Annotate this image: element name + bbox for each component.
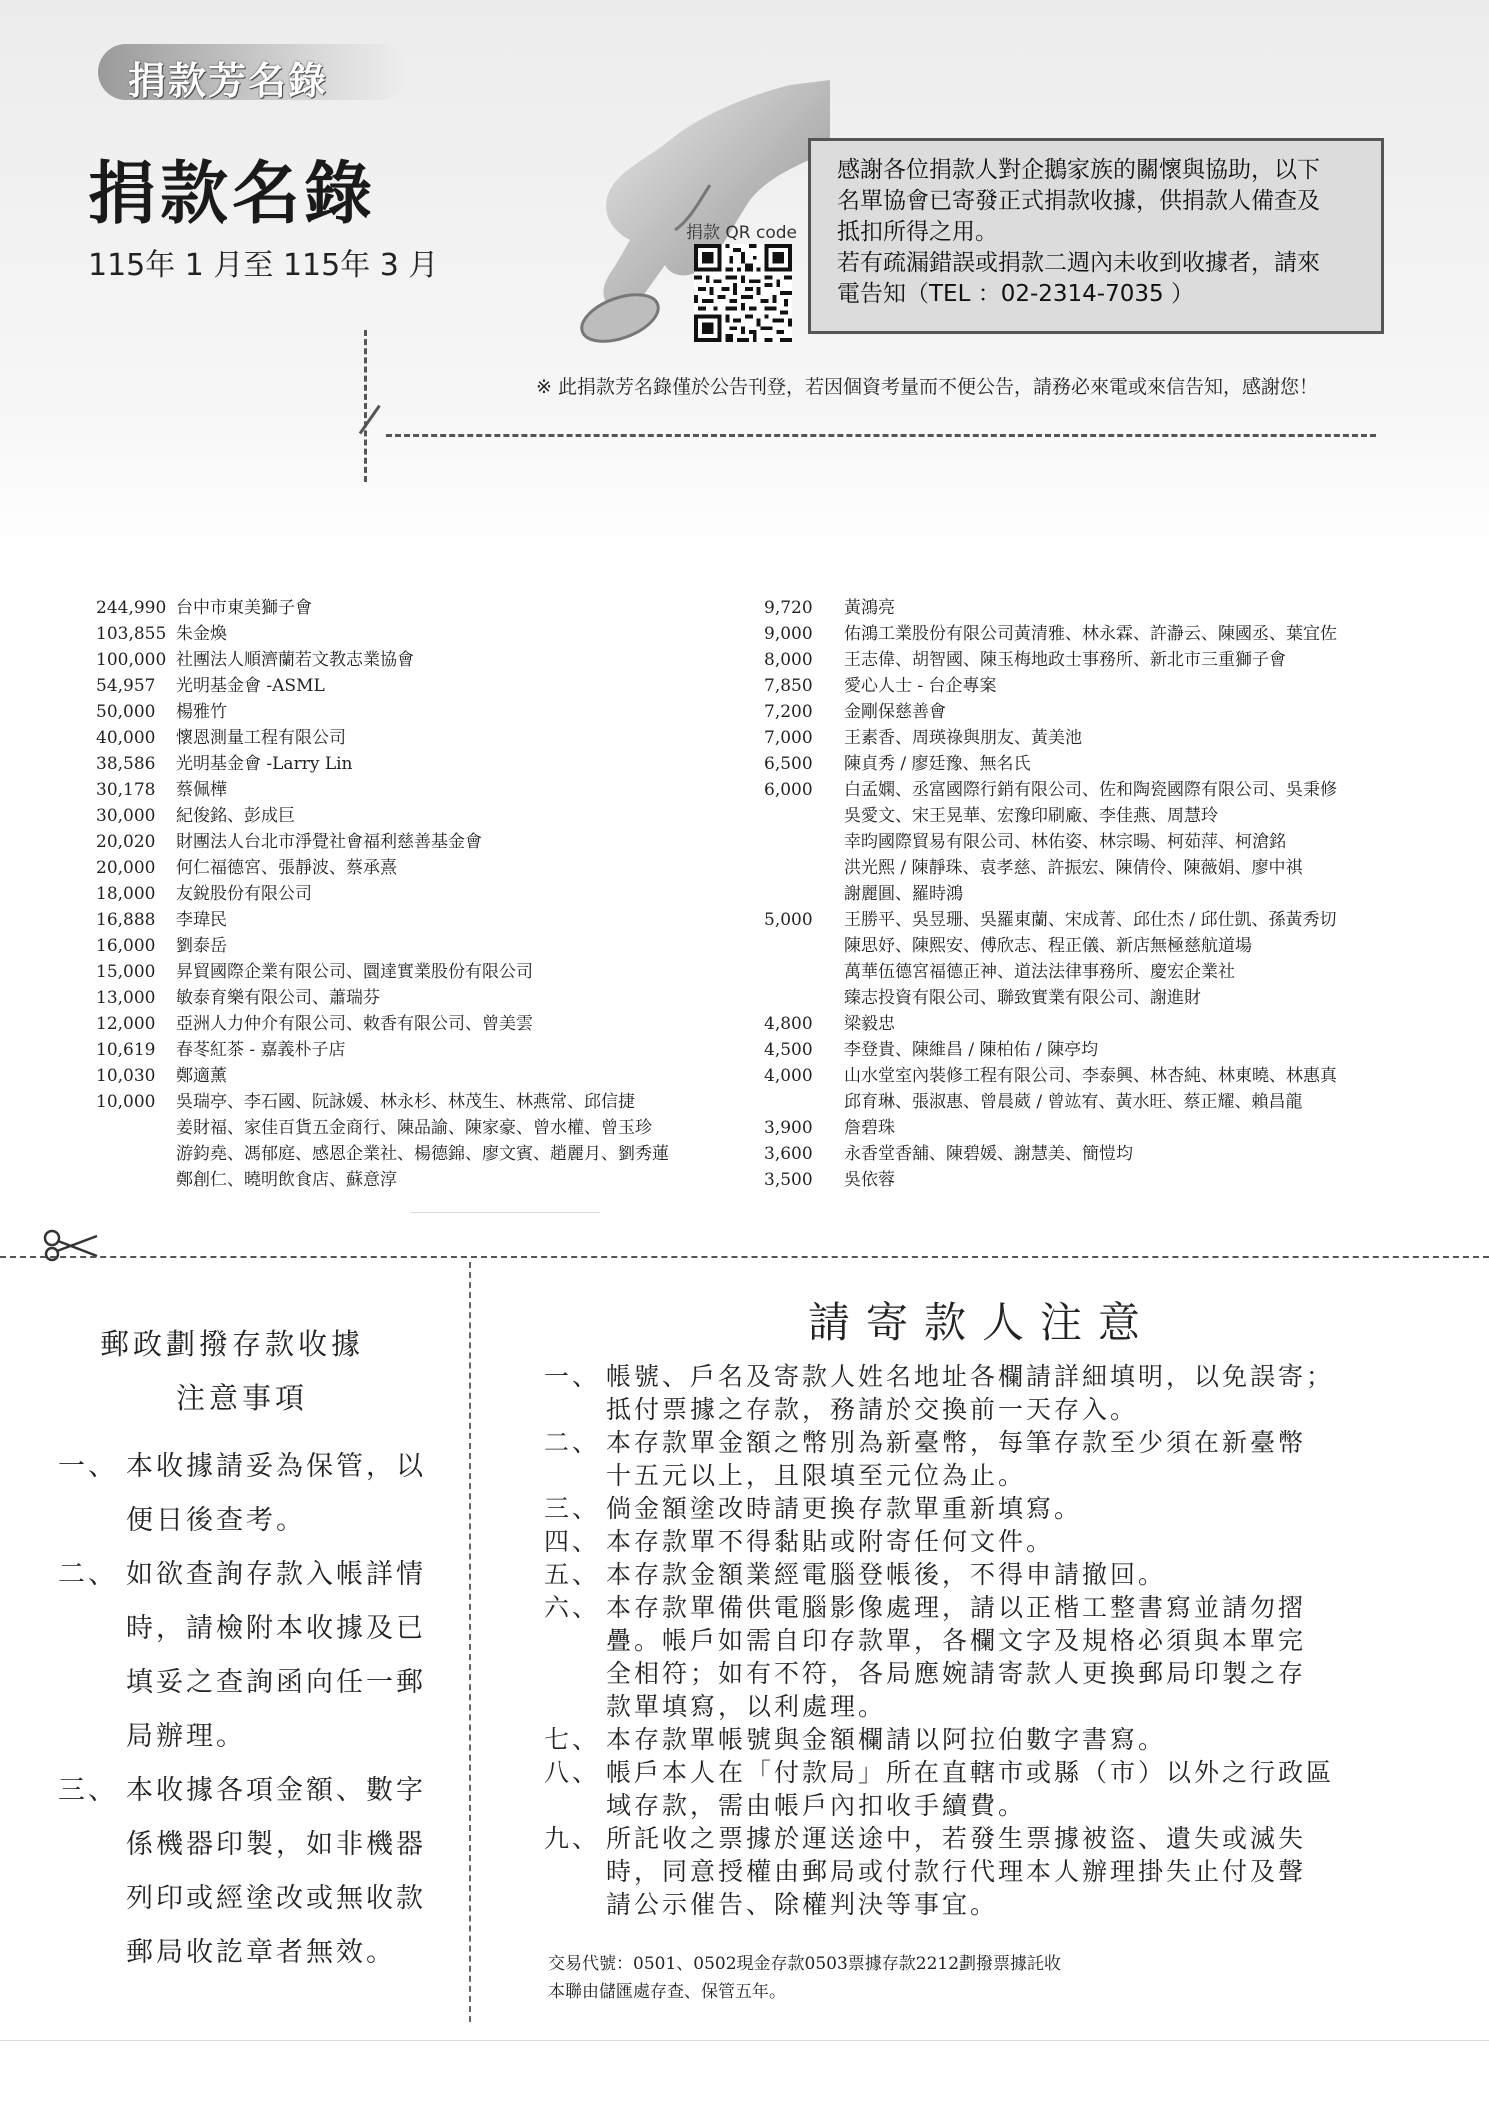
donation-row: [96, 1115, 736, 1141]
notice-item-line: [544, 1855, 1424, 1888]
donation-row: [764, 803, 1404, 829]
donor-names: 李瑋民: [176, 910, 227, 930]
donation-row: [96, 1089, 736, 1115]
donor-names: 紀俊銘、彭成巨: [176, 806, 295, 826]
notice-item-number: [58, 1494, 126, 1548]
donation-amount: [764, 985, 844, 1011]
donation-row: [96, 1167, 736, 1193]
notice-item-text: 本收據請妥為保管，以: [126, 1451, 426, 1482]
notice-item-text: 如欲查詢存款入帳詳情: [126, 1559, 426, 1590]
donation-row: [764, 1089, 1404, 1115]
donation-amount: 7,850: [764, 676, 813, 696]
donation-amount: 16,000: [96, 936, 156, 956]
cut-line: [0, 1256, 1489, 1258]
donation-row: [764, 699, 1404, 725]
donation-amount: 13,000: [96, 988, 156, 1008]
donor-names: 王素香、周瑛祿與朋友、黃美池: [844, 728, 1082, 748]
remitter-notice-list: [544, 1360, 1424, 1921]
donation-amount: [764, 881, 844, 907]
notice-item-text: 本存款單金額之幣別為新臺幣，每筆存款至少須在新臺幣: [606, 1428, 1307, 1457]
donation-amount: 20,000: [96, 858, 156, 878]
notice-item-line: [544, 1756, 1424, 1789]
donor-names: 光明基金會 -Larry Lin: [176, 754, 353, 774]
donor-names: 亞洲人力仲介有限公司、敕香有限公司、曾美雲: [176, 1014, 533, 1034]
donation-amount: [96, 1141, 176, 1167]
donation-amount: 6,500: [764, 754, 813, 774]
donor-names: 台中市東美獅子會: [176, 598, 312, 618]
donor-names: 陳思妤、陳熙安、傅欣志、程正儀、新店無極慈航道場: [844, 936, 1252, 956]
donation-amount: 4,500: [764, 1040, 813, 1060]
donor-names: 臻志投資有限公司、聯致實業有限公司、謝進財: [844, 988, 1201, 1008]
notice-item-number: 八、: [544, 1758, 601, 1787]
donor-names: 春苳紅茶 - 嘉義朴子店: [176, 1040, 346, 1060]
notice-item-number: [544, 1690, 606, 1723]
donor-names: 楊雅竹: [176, 702, 227, 722]
donation-amount: [96, 1115, 176, 1141]
notice-item-line: [544, 1657, 1424, 1690]
donation-amount: 20,020: [96, 832, 156, 852]
notice-item-number: 四、: [544, 1527, 601, 1556]
notice-item-text: 係機器印製，如非機器: [126, 1829, 426, 1860]
notice-item-text: 帳號、戶名及寄款人姓名地址各欄請詳細填明，以免誤寄；: [606, 1362, 1335, 1391]
notice-item-text: 本存款單備供電腦影像處理，請以正楷工整書寫並請勿摺: [606, 1593, 1307, 1622]
donation-row: [96, 803, 736, 829]
notice-item-text: 帳戶本人在「付款局」所在直轄市或縣（市）以外之行政區: [606, 1758, 1335, 1787]
donation-amount: 9,720: [764, 598, 813, 618]
notice-item-number: 三、: [544, 1494, 601, 1523]
notice-item-text: 局辦理。: [126, 1721, 246, 1752]
donation-row: [764, 673, 1404, 699]
divider: [0, 2040, 1489, 2041]
header-banner: [98, 44, 408, 103]
notice-item-line: [544, 1723, 1424, 1756]
donation-row: [96, 855, 736, 881]
donation-row: [96, 621, 736, 647]
donor-names: 昇貿國際企業有限公司、圜達實業股份有限公司: [176, 962, 533, 982]
donation-amount: 5,000: [764, 910, 813, 930]
qr-code-image[interactable]: [694, 244, 792, 342]
donation-amount: 3,600: [764, 1144, 813, 1164]
donor-names: 佑鴻工業股份有限公司黃清雅、林永霖、許瀞云、陳國丞、葉宜佐: [844, 624, 1337, 644]
donation-amount: 40,000: [96, 728, 156, 748]
donor-list-left: [96, 595, 736, 1193]
donation-amount: 6,000: [764, 780, 813, 800]
donation-amount: [96, 1167, 176, 1193]
donation-row: [764, 933, 1404, 959]
donation-notice-box: [808, 138, 1384, 334]
notice-item-line: [544, 1525, 1424, 1558]
donor-names: 鄭適薰: [176, 1066, 227, 1086]
donor-names: 懷恩測量工程有限公司: [176, 728, 346, 748]
donation-amount: 10,030: [96, 1066, 156, 1086]
donation-amount: [764, 855, 844, 881]
notice-item-text: 域存款，需由帳戶內扣收手續費。: [606, 1791, 1027, 1820]
notice-item-line: [58, 1494, 448, 1548]
notice-item-text: 所託收之票據於運送途中，若發生票據被盜、遺失或滅失: [606, 1824, 1307, 1853]
donor-names: 萬華伍德宮福德正神、道法法律事務所、慶宏企業社: [844, 962, 1235, 982]
donor-names: 詹碧珠: [844, 1118, 895, 1138]
donor-names: 永香堂香舖、陳碧媛、謝慧美、簡愷均: [844, 1144, 1133, 1164]
donation-row: [96, 933, 736, 959]
donation-row: [764, 751, 1404, 777]
notice-item-text: 郵局收訖章者無效。: [126, 1937, 396, 1968]
donation-amount: 4,800: [764, 1014, 813, 1034]
notice-line: 感謝各位捐款人對企鵝家族的關懷與協助，以下: [837, 157, 1320, 183]
notice-item-number: 二、: [544, 1428, 601, 1457]
notice-item-number: 一、: [544, 1362, 601, 1391]
banner-title: 捐款芳名錄: [128, 59, 329, 103]
notice-item-line: [544, 1690, 1424, 1723]
donor-names: 山水堂室內裝修工程有限公司、李泰興、林杏純、林東曉、林惠真: [844, 1066, 1337, 1086]
donation-row: [96, 595, 736, 621]
notice-item-text: 時，請檢附本收據及已: [126, 1613, 426, 1644]
receipt-notice-title: 郵政劃撥存款收據: [100, 1327, 365, 1361]
donor-names: 愛心人士 - 台企專案: [844, 676, 997, 696]
donation-row: [764, 829, 1404, 855]
donor-names: 姜財福、家佳百貨五金商行、陳品諭、陳家豪、曾水權、曾玉珍: [176, 1118, 652, 1138]
notice-item-line: [544, 1558, 1424, 1591]
donation-row: [764, 1115, 1404, 1141]
notice-item-line: [58, 1548, 448, 1602]
notice-item-line: [58, 1818, 448, 1872]
notice-item-number: [58, 1872, 126, 1926]
notice-item-number: [544, 1789, 606, 1822]
donor-names: 劉泰岳: [176, 936, 227, 956]
notice-item-line: [58, 1872, 448, 1926]
donation-row: [764, 1011, 1404, 1037]
donor-names: 王志偉、胡智國、陳玉梅地政士事務所、新北市三重獅子會: [844, 650, 1286, 670]
donation-amount: 54,957: [96, 676, 156, 696]
donation-amount: [764, 829, 844, 855]
donation-row: [764, 959, 1404, 985]
donation-amount: 30,178: [96, 780, 156, 800]
notice-item-text: 本存款單帳號與金額欄請以阿拉伯數字書寫。: [606, 1725, 1167, 1754]
donation-row: [96, 907, 736, 933]
donation-amount: 10,000: [96, 1092, 156, 1112]
donation-amount: 100,000: [96, 650, 167, 670]
publication-note: ※ 此捐款芳名錄僅於公告刊登，若因個資考量而不便公告，請務必來電或來信告知，感謝您！: [536, 376, 1318, 398]
donation-amount: 10,619: [96, 1040, 156, 1060]
notice-item-text: 便日後查考。: [126, 1505, 306, 1536]
donor-names: 梁毅忠: [844, 1014, 895, 1034]
donor-names: 白孟嫻、丞富國際行銷有限公司、佐和陶瓷國際有限公司、吳秉修: [844, 780, 1337, 800]
donation-row: [764, 855, 1404, 881]
donation-row: [96, 1037, 736, 1063]
donation-row: [96, 985, 736, 1011]
donation-row: [96, 673, 736, 699]
notice-item-line: [544, 1789, 1424, 1822]
notice-item-line: [544, 1426, 1424, 1459]
notice-line: 電告知（TEL ：02-2314-7035 ）: [837, 281, 1194, 307]
donor-names: 黃鴻亮: [844, 598, 895, 618]
notice-item-number: 六、: [544, 1593, 601, 1622]
donor-names: 社團法人順濟蘭若文教志業協會: [176, 650, 414, 670]
donation-row: [96, 1141, 736, 1167]
donor-names: 幸昀國際貿易有限公司、林佑姿、林宗暘、柯茹萍、柯滄銘: [844, 832, 1286, 852]
notice-item-text: 列印或經塗改或無收款: [126, 1883, 426, 1914]
donation-amount: 50,000: [96, 702, 156, 722]
donor-names: 敏泰育樂有限公司、蕭瑞芬: [176, 988, 380, 1008]
page-title: 捐款名錄: [88, 155, 377, 234]
dashed-divider: [386, 434, 1376, 437]
notice-item-line: [58, 1926, 448, 1980]
donation-row: [764, 1063, 1404, 1089]
donor-names: 朱金煥: [176, 624, 227, 644]
notice-item-text: 請公示催告、除權判決等事宜。: [606, 1890, 999, 1919]
donation-amount: 16,888: [96, 910, 156, 930]
donation-amount: [764, 1089, 844, 1115]
donation-row: [96, 881, 736, 907]
donation-row: [764, 621, 1404, 647]
donor-list-right: [764, 595, 1404, 1193]
donation-amount: [764, 959, 844, 985]
transaction-codes: 交易代號：0501、0502現金存款0503票據存款2212劃撥票據託收: [548, 1954, 1062, 1974]
donor-names: 陳貞秀 / 廖廷豫、無名氏: [844, 754, 1031, 774]
donation-row: [764, 595, 1404, 621]
notice-item-text: 疊。帳戶如需自印存款單，各欄文字及規格必須與本單完: [606, 1626, 1307, 1655]
donation-amount: 244,990: [96, 598, 167, 618]
donation-row: [96, 647, 736, 673]
donor-names: 游鈞堯、馮郁庭、感恩企業社、楊德錦、廖文賓、趙麗月、劉秀蓮: [176, 1144, 669, 1164]
donation-row: [96, 777, 736, 803]
donor-names: 光明基金會 -ASML: [176, 676, 325, 696]
storage-note: 本聯由儲匯處存查、保管五年。: [548, 1982, 786, 2002]
donation-row: [96, 1063, 736, 1089]
notice-line: 抵扣所得之用。: [837, 219, 998, 245]
donor-names: 何仁福德宮、張靜波、蔡承熹: [176, 858, 397, 878]
donation-amount: 8,000: [764, 650, 813, 670]
donation-row: [764, 725, 1404, 751]
period-text: 115年 1 月至 115年 3 月: [88, 248, 439, 283]
notice-item-number: 二、: [58, 1559, 118, 1590]
dashed-divider: [364, 330, 367, 482]
divider: [410, 1212, 600, 1213]
donor-names: 吳愛文、宋王晃華、宏豫印刷廠、李佳燕、周慧玲: [844, 806, 1218, 826]
notice-item-number: 一、: [58, 1451, 118, 1482]
donation-amount: 9,000: [764, 624, 813, 644]
donation-amount: 38,586: [96, 754, 156, 774]
notice-item-line: [544, 1492, 1424, 1525]
notice-item-number: 三、: [58, 1775, 118, 1806]
notice-item-number: 九、: [544, 1824, 601, 1853]
donor-names: 金剛保慈善會: [844, 702, 946, 722]
notice-item-text: 倘金額塗改時請更換存款單重新填寫。: [606, 1494, 1083, 1523]
donation-amount: 7,200: [764, 702, 813, 722]
donation-amount: 12,000: [96, 1014, 156, 1034]
notice-item-line: [544, 1393, 1424, 1426]
donor-names: 洪光熙 / 陳靜珠、袁孝慈、許振宏、陳倩伶、陳薇娟、廖中祺: [844, 858, 1303, 878]
donation-row: [764, 1141, 1404, 1167]
donor-names: 王勝平、吳昱珊、吳羅東蘭、宋成菁、邱仕杰 / 邱仕凱、孫黃秀切: [844, 910, 1337, 930]
donation-amount: 30,000: [96, 806, 156, 826]
donation-row: [96, 725, 736, 751]
donation-row: [764, 985, 1404, 1011]
receipt-notice-list: [58, 1440, 448, 1980]
notice-item-line: [544, 1591, 1424, 1624]
notice-item-line: [58, 1440, 448, 1494]
receipt-notice-subtitle: 注意事項: [176, 1381, 309, 1415]
donation-amount: [764, 933, 844, 959]
donation-amount: 4,000: [764, 1066, 813, 1086]
donation-row: [764, 881, 1404, 907]
donation-amount: 15,000: [96, 962, 156, 982]
notice-item-line: [544, 1888, 1424, 1921]
cut-line-vertical: [469, 1262, 471, 2022]
donation-row: [764, 1037, 1404, 1063]
donation-row: [764, 647, 1404, 673]
notice-item-text: 十五元以上，且限填至元位為止。: [606, 1461, 1027, 1490]
notice-item-number: [58, 1818, 126, 1872]
donation-row: [764, 907, 1404, 933]
donation-row: [96, 751, 736, 777]
donation-row: [96, 699, 736, 725]
donor-names: 謝麗圓、羅時鴻: [844, 884, 963, 904]
donation-row: [764, 777, 1404, 803]
notice-item-line: [58, 1656, 448, 1710]
remitter-notice-title: 請寄款人注意: [808, 1298, 1157, 1347]
notice-item-number: [58, 1656, 126, 1710]
notice-item-line: [544, 1360, 1424, 1393]
notice-item-text: 本收據各項金額、數字: [126, 1775, 426, 1806]
notice-item-number: [544, 1657, 606, 1690]
donor-names: 吳瑞亭、李石國、阮詠媛、林永杉、林茂生、林燕常、邱信捷: [176, 1092, 635, 1112]
notice-item-number: [544, 1888, 606, 1921]
donor-names: 友銳股份有限公司: [176, 884, 312, 904]
donation-row: [764, 1167, 1404, 1193]
donation-row: [96, 829, 736, 855]
donation-amount: 3,500: [764, 1170, 813, 1190]
donation-amount: 7,000: [764, 728, 813, 748]
notice-item-line: [58, 1710, 448, 1764]
donor-names: 邱育琳、張淑惠、曾晨葳 / 曾竑宥、黃水旺、蔡正耀、賴昌龍: [844, 1092, 1303, 1112]
notice-item-number: [58, 1602, 126, 1656]
qr-label: 捐款 QR code: [686, 223, 797, 243]
scissors-icon: [42, 1224, 102, 1264]
notice-item-line: [544, 1624, 1424, 1657]
donor-names: 鄭創仁、曉明飲食店、蘇意淳: [176, 1170, 397, 1190]
notice-line: 名單協會已寄發正式捐款收據，供捐款人備查及: [837, 188, 1320, 214]
donation-row: [96, 959, 736, 985]
notice-item-number: [544, 1393, 606, 1426]
notice-item-text: 款單填寫，以利處理。: [606, 1692, 887, 1721]
donation-row: [96, 1011, 736, 1037]
notice-item-text: 本存款單不得黏貼或附寄任何文件。: [606, 1527, 1055, 1556]
notice-item-line: [58, 1764, 448, 1818]
notice-item-text: 全相符；如有不符，各局應婉請寄款人更換郵局印製之存: [606, 1659, 1307, 1688]
notice-item-number: 五、: [544, 1560, 601, 1589]
donation-amount: 103,855: [96, 624, 167, 644]
notice-item-number: 七、: [544, 1725, 601, 1754]
notice-item-line: [544, 1459, 1424, 1492]
notice-line: 若有疏漏錯誤或捐款二週內未收到收據者，請來: [837, 250, 1320, 276]
notice-item-number: [58, 1710, 126, 1764]
donor-names: 吳依蓉: [844, 1170, 895, 1190]
notice-item-number: [544, 1855, 606, 1888]
notice-item-text: 抵付票據之存款，務請於交換前一天存入。: [606, 1395, 1139, 1424]
donor-names: 李登貴、陳維昌 / 陳柏佑 / 陳亭均: [844, 1040, 1099, 1060]
notice-item-text: 本存款金額業經電腦登帳後，不得申請撤回。: [606, 1560, 1167, 1589]
notice-item-number: [544, 1459, 606, 1492]
notice-item-line: [544, 1822, 1424, 1855]
donation-amount: 3,900: [764, 1118, 813, 1138]
notice-item-text: 填妥之查詢函向任一郵: [126, 1667, 426, 1698]
donor-names: 蔡佩樺: [176, 780, 227, 800]
donor-names: 財團法人台北市淨覺社會福利慈善基金會: [176, 832, 482, 852]
notice-item-number: [58, 1926, 126, 1980]
transaction-footer: [548, 1950, 1061, 2006]
donation-amount: [764, 803, 844, 829]
notice-item-number: [544, 1624, 606, 1657]
donation-amount: 18,000: [96, 884, 156, 904]
notice-item-line: [58, 1602, 448, 1656]
notice-item-text: 時，同意授權由郵局或付款行代理本人辦理掛失止付及聲: [606, 1857, 1307, 1886]
